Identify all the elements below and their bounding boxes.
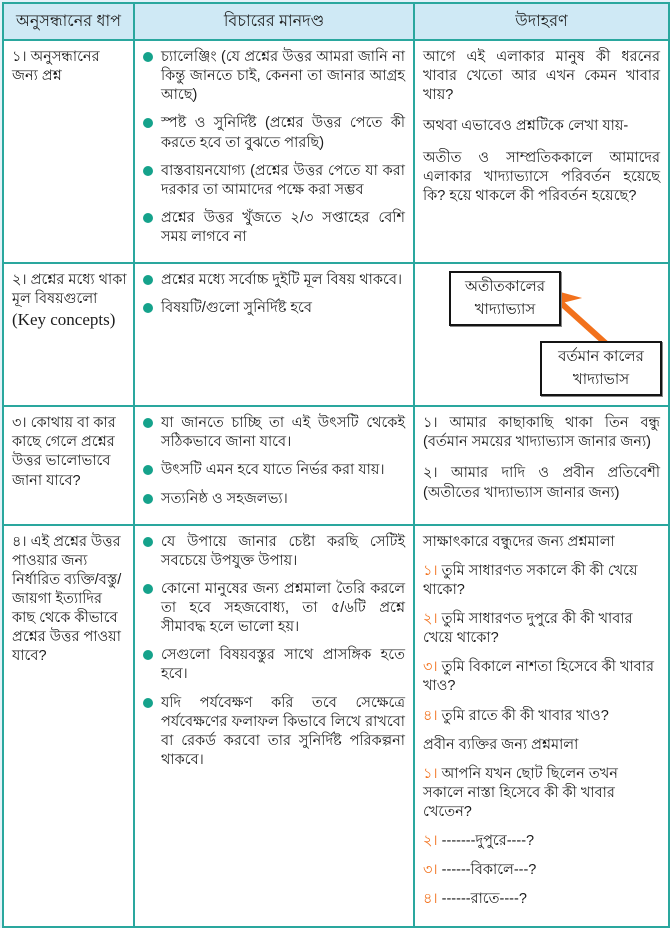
example-paragraph: ২। আমার দাদি ও প্রবীন প্রতিবেশী (অতীতের খাদ্যাভ্যাস জানার জন্য) [423,465,660,501]
question-number: ২। [423,833,438,850]
row2-step-cell [3,263,134,406]
question-number: ৪। [423,891,438,908]
criteria-item [143,209,405,247]
criteria-item [143,414,405,452]
bullet-icon [143,537,153,547]
criteria-text: যা জানতে চাচ্ছি তা এই উৎসটি থেকেই সঠিকভাবে জানা যাবে। [161,415,405,451]
question-text: ------বিকালে---? [441,862,537,879]
criteria-text: স্পষ্ট ও সুনির্দিষ্ট (প্রশ্নের উত্তর পেতে কী করতে হবে তা বুঝতে পারছি) [161,115,405,151]
table-row [3,40,669,263]
bullet-icon [143,494,153,504]
questionnaire-heading-friends: সাক্ষাৎকারে বন্ধুদের জন্য প্রশ্নমালা [423,533,615,550]
row1-example-cell [414,40,669,263]
row4-example-cell [414,525,669,927]
bullet-icon [143,650,153,660]
row3-criteria-cell [134,406,414,525]
criteria-text: উৎসটি এমন হবে যাতে নির্ভর করা যায়। [161,462,385,479]
question-item [423,861,660,880]
header-example-column: উদাহরণ [414,3,669,40]
row3-example-cell [414,406,669,525]
row2-example-cell [414,263,669,406]
table-row [3,525,669,927]
example-paragraph: অথবা এভাবেও প্রশ্নটিকে লেখা যায়- [423,118,629,135]
header-step-column: অনুসন্ধানের ধাপ [3,3,134,40]
question-text: তুমি রাতে কী কী খাবার খাও? [441,707,609,724]
criteria-item [143,271,405,290]
bullet-icon [143,213,153,223]
question-item [423,658,660,696]
row1-criteria-cell [134,40,414,263]
questionnaire-heading-elder: প্রবীন ব্যক্তির জন্য প্রশ্নমালা [423,736,579,753]
question-item [423,707,660,726]
row4-step-cell [3,525,134,927]
present-food-habit-box: বর্তমান কালের খাদ্যাভাস [540,341,662,396]
question-number: ২। [423,611,438,627]
question-text: তুমি বিকালে নাশতা হিসেবে কী খাবার খাও? [423,659,654,695]
question-number: ৩। [423,659,438,676]
example-paragraph: আগে এই এলাকার মানুষ কী ধরনের খাবার খেতো আর এখন কেমন খাবার খায়? [423,49,660,104]
question-item [423,890,660,909]
header-criteria-column: বিচারের মানদণ্ড [134,3,414,40]
row2-step-english: (Key concepts) [12,310,116,330]
question-item [423,610,660,648]
key-concepts-diagram [423,271,660,399]
criteria-item [143,162,405,200]
bullet-icon [143,303,153,313]
bullet-icon [143,465,153,475]
table-row [3,406,669,525]
criteria-text: সেগুলো বিষয়বস্তুর সাথে প্রাসঙ্গিক হতে হবে। [161,647,405,683]
criteria-item [143,533,405,571]
row3-step-cell [3,406,134,525]
question-text: ------রাতে----? [441,891,527,908]
question-number: ৩। [423,862,438,879]
header-row [3,3,669,40]
criteria-text: চ্যালেঞ্জিং (যে প্রশ্নের উত্তর আমরা জানি না কিন্তু জানতে চাই, কেননা তা জানার আগ্রহ আছে) [161,49,405,104]
inquiry-steps-table [2,2,670,928]
row2-step-text [12,271,129,332]
bullet-icon [143,118,153,128]
row1-step-text: ১। অনুসন্ধানের জন্য প্রশ্ন [12,49,100,85]
criteria-text: যদি পর্যবেক্ষণ করি তবে সেক্ষেত্রে পর্যবেক্ষণের ফলাফল কিভাবে লিখে রাখবো বা রেকর্ড করবো তার সুনির্দিষ্ট পরিকল্পনা থাকবে। [161,694,405,768]
bullet-icon [143,166,153,176]
criteria-item [143,299,405,318]
criteria-text: বাস্তবায়নযোগ্য (প্রশ্নের উত্তর পেতে যা করা দরকার তা আমাদের পক্ষে করা সম্ভব [161,162,405,198]
question-number: ৪। [423,707,438,724]
criteria-item [143,48,405,105]
table-row [3,263,669,406]
row2-criteria-cell [134,263,414,406]
question-text: -------দুপুরে----? [441,833,535,850]
criteria-item [143,461,405,480]
question-text: আপনি যখন ছোট ছিলেন তখন সকালে নাস্তা হিসেবে কী কী খাবার খেতেন? [423,765,618,820]
bullet-icon [143,52,153,62]
question-number: ১। [423,562,438,579]
bullet-icon [143,584,153,594]
criteria-text: প্রশ্নের উত্তর খুঁজতে ২/৩ সপ্তাহের বেশি সময় লাগবে না [161,209,405,245]
criteria-item [143,490,405,509]
criteria-text: প্রশ্নের মধ্যে সর্বোচ্চ দুইটি মূল বিষয় থাকবে। [161,272,403,289]
row4-step-text: ৪। এই প্রশ্নের উত্তর পাওয়ার জন্য নির্ধারিত ব্যক্তি/বস্তু/ জায়গা ইত্যাদির কাছ থেকে কীভাবে প্রশ্নের উত্তর পাওয়া যাবে? [12,533,122,665]
question-text: তুমি সাধারণত সকালে কী কী খেয়ে থাকো? [423,562,638,598]
criteria-text: বিষয়টি/গুলো সুনির্দিষ্ট হবে [161,300,312,317]
question-item [423,832,660,851]
bullet-icon [143,275,153,285]
criteria-item [143,580,405,637]
question-text: তুমি সাধারণত দুপুরে কী কী খাবার খেয়ে থাকো? [423,611,633,647]
past-food-habit-box: অতীতকালের খাদ্যাভ্যাস [449,271,561,326]
criteria-text: সত্যনিষ্ঠ ও সহজলভ্য। [161,490,288,507]
row1-step-cell [3,40,134,263]
criteria-item [143,694,405,771]
criteria-text: কোনো মানুষের জন্য প্রশ্নমালা তৈরি করলে তা হবে সহজবোধ্য, তা ৫/৬টি প্রশ্নে সীমাবদ্ধ হলে ভালো হয়। [161,580,405,636]
row3-step-text: ৩। কোথায় বা কার কাছে গেলে প্রশ্নের উত্তর ভালোভাবে জানা যাবে? [12,415,116,489]
criteria-item [143,114,405,152]
question-item [423,765,660,822]
row2-step-bengali: ২। প্রশ্নের মধ্যে থাকা মূল বিষয়গুলো [12,272,127,308]
bullet-icon [143,698,153,708]
example-paragraph: ১। আমার কাছাকাছি থাকা তিন বন্ধু (বর্তমান সময়ের খাদ্যাভ্যাস জানার জন্য) [423,415,660,451]
bullet-icon [143,418,153,428]
question-number: ১। [423,765,438,782]
criteria-text: যে উপায়ে জানার চেষ্টা করছি সেটিই সবচেয়ে উপযুক্ত উপায়। [161,533,405,569]
criteria-item [143,646,405,684]
question-item [423,562,660,600]
example-paragraph: অতীত ও সাম্প্রতিককালে আমাদের এলাকার খাদ্যাভ্যাসে পরিবর্তন হয়েছে কি? হয়ে থাকলে কী পরিবর্তন হয়েছে? [423,149,660,204]
row4-criteria-cell [134,525,414,927]
